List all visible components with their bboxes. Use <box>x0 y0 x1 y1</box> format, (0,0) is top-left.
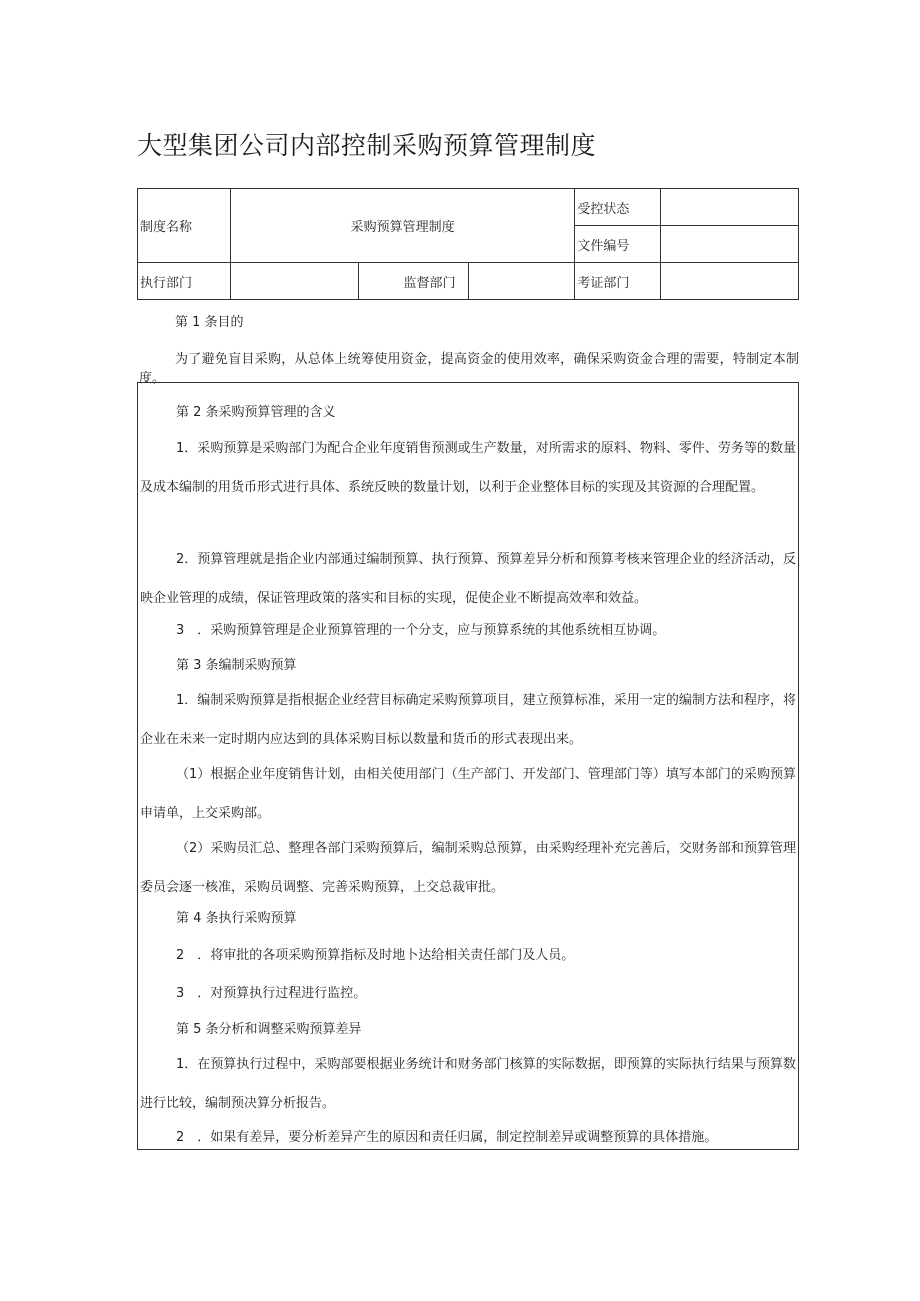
paragraph: 3 ．对预算执行过程进行监控。 <box>176 986 367 1001</box>
article-1-text: 为了避免盲目采购，从总体上统筹使用资金，提高资金的使用效率，确保采购资金合理的需要，特制定本制度。 <box>139 352 799 386</box>
paragraph: 3 ．采购预算管理是企业预算管理的一个分支，应与预算系统的其他系统相互协调。 <box>176 623 666 638</box>
paragraph: 2 ．如果有差异，要分析差异产生的原因和责任归属，制定控制差异或调整预算的具体措施。 <box>176 1130 718 1145</box>
article-4-heading: 第 4 条执行采购预算 <box>176 911 297 926</box>
supervise-dept-value <box>468 263 575 300</box>
name-label: 制度名称 <box>138 189 231 263</box>
article-1-heading: 第 1 条目的 <box>175 315 244 330</box>
paragraph: 1．采购预算是采购部门为配合企业年度销售预测或生产数量，对所需求的原料、物料、零件、劳务等的数量及成本编制的用货币形式进行具体、系统反映的数量计划，以利于企业整体目标的实现及其资源的合理配置。 <box>140 441 796 495</box>
paragraph: 2．预算管理就是指企业内部通过编制预算、执行预算、预算差异分析和预算考核来管理企业的经济活动，反映企业管理的成绩，保证管理政策的落实和目标的实现，促使企业不断提高效率和效益。 <box>140 552 796 606</box>
review-dept-label: 考证部门 <box>575 263 661 300</box>
file-no-label: 文件编号 <box>575 226 661 263</box>
name-value: 采购预算管理制度 <box>230 189 574 263</box>
exec-dept-label: 执行部门 <box>138 263 231 300</box>
paragraph: 2 ．将审批的各项采购预算指标及时地卜达给相关责任部门及人员。 <box>176 948 575 963</box>
article-3-heading: 第 3 条编制采购预算 <box>176 658 297 673</box>
article-2-heading: 第 2 条采购预算管理的含义 <box>176 405 336 420</box>
exec-dept-value <box>230 263 358 300</box>
paragraph: （2）采购员汇总、整理各部门采购预算后，编制采购总预算，由采购经理补充完善后，交财务部和预算管理委员会逐一核准，采购员调整、完善采购预算，上交总裁审批。 <box>140 841 796 895</box>
paragraph: 1．编制采购预算是指根据企业经营目标确定采购预算项目，建立预算标准，采用一定的编制方法和程序，将企业在未来一定时期内应达到的具体采购目标以数量和货币的形式表现出来。 <box>140 693 796 747</box>
control-status-label: 受控状态 <box>575 189 661 226</box>
control-status-value <box>661 189 799 226</box>
document-title: 大型集团公司内部控制采购预算管理制度 <box>137 131 597 160</box>
supervise-dept-label: 监督部门 <box>358 263 468 300</box>
review-dept-value <box>661 263 799 300</box>
file-no-value <box>661 226 799 263</box>
paragraph: 1．在预算执行过程中，采购部要根据业务统计和财务部门核算的实际数据，即预算的实际执行结果与预算数进行比较，编制预决算分析报告。 <box>140 1057 796 1111</box>
content-box <box>137 382 799 1150</box>
paragraph: （1）根据企业年度销售计划，由相关使用部门（生产部门、开发部门、管理部门等）填写本部门的采购预算申请单，上交采购部。 <box>140 767 796 821</box>
regulation-info-table <box>137 188 799 300</box>
article-5-heading: 第 5 条分析和调整采购预算差异 <box>176 1022 362 1037</box>
